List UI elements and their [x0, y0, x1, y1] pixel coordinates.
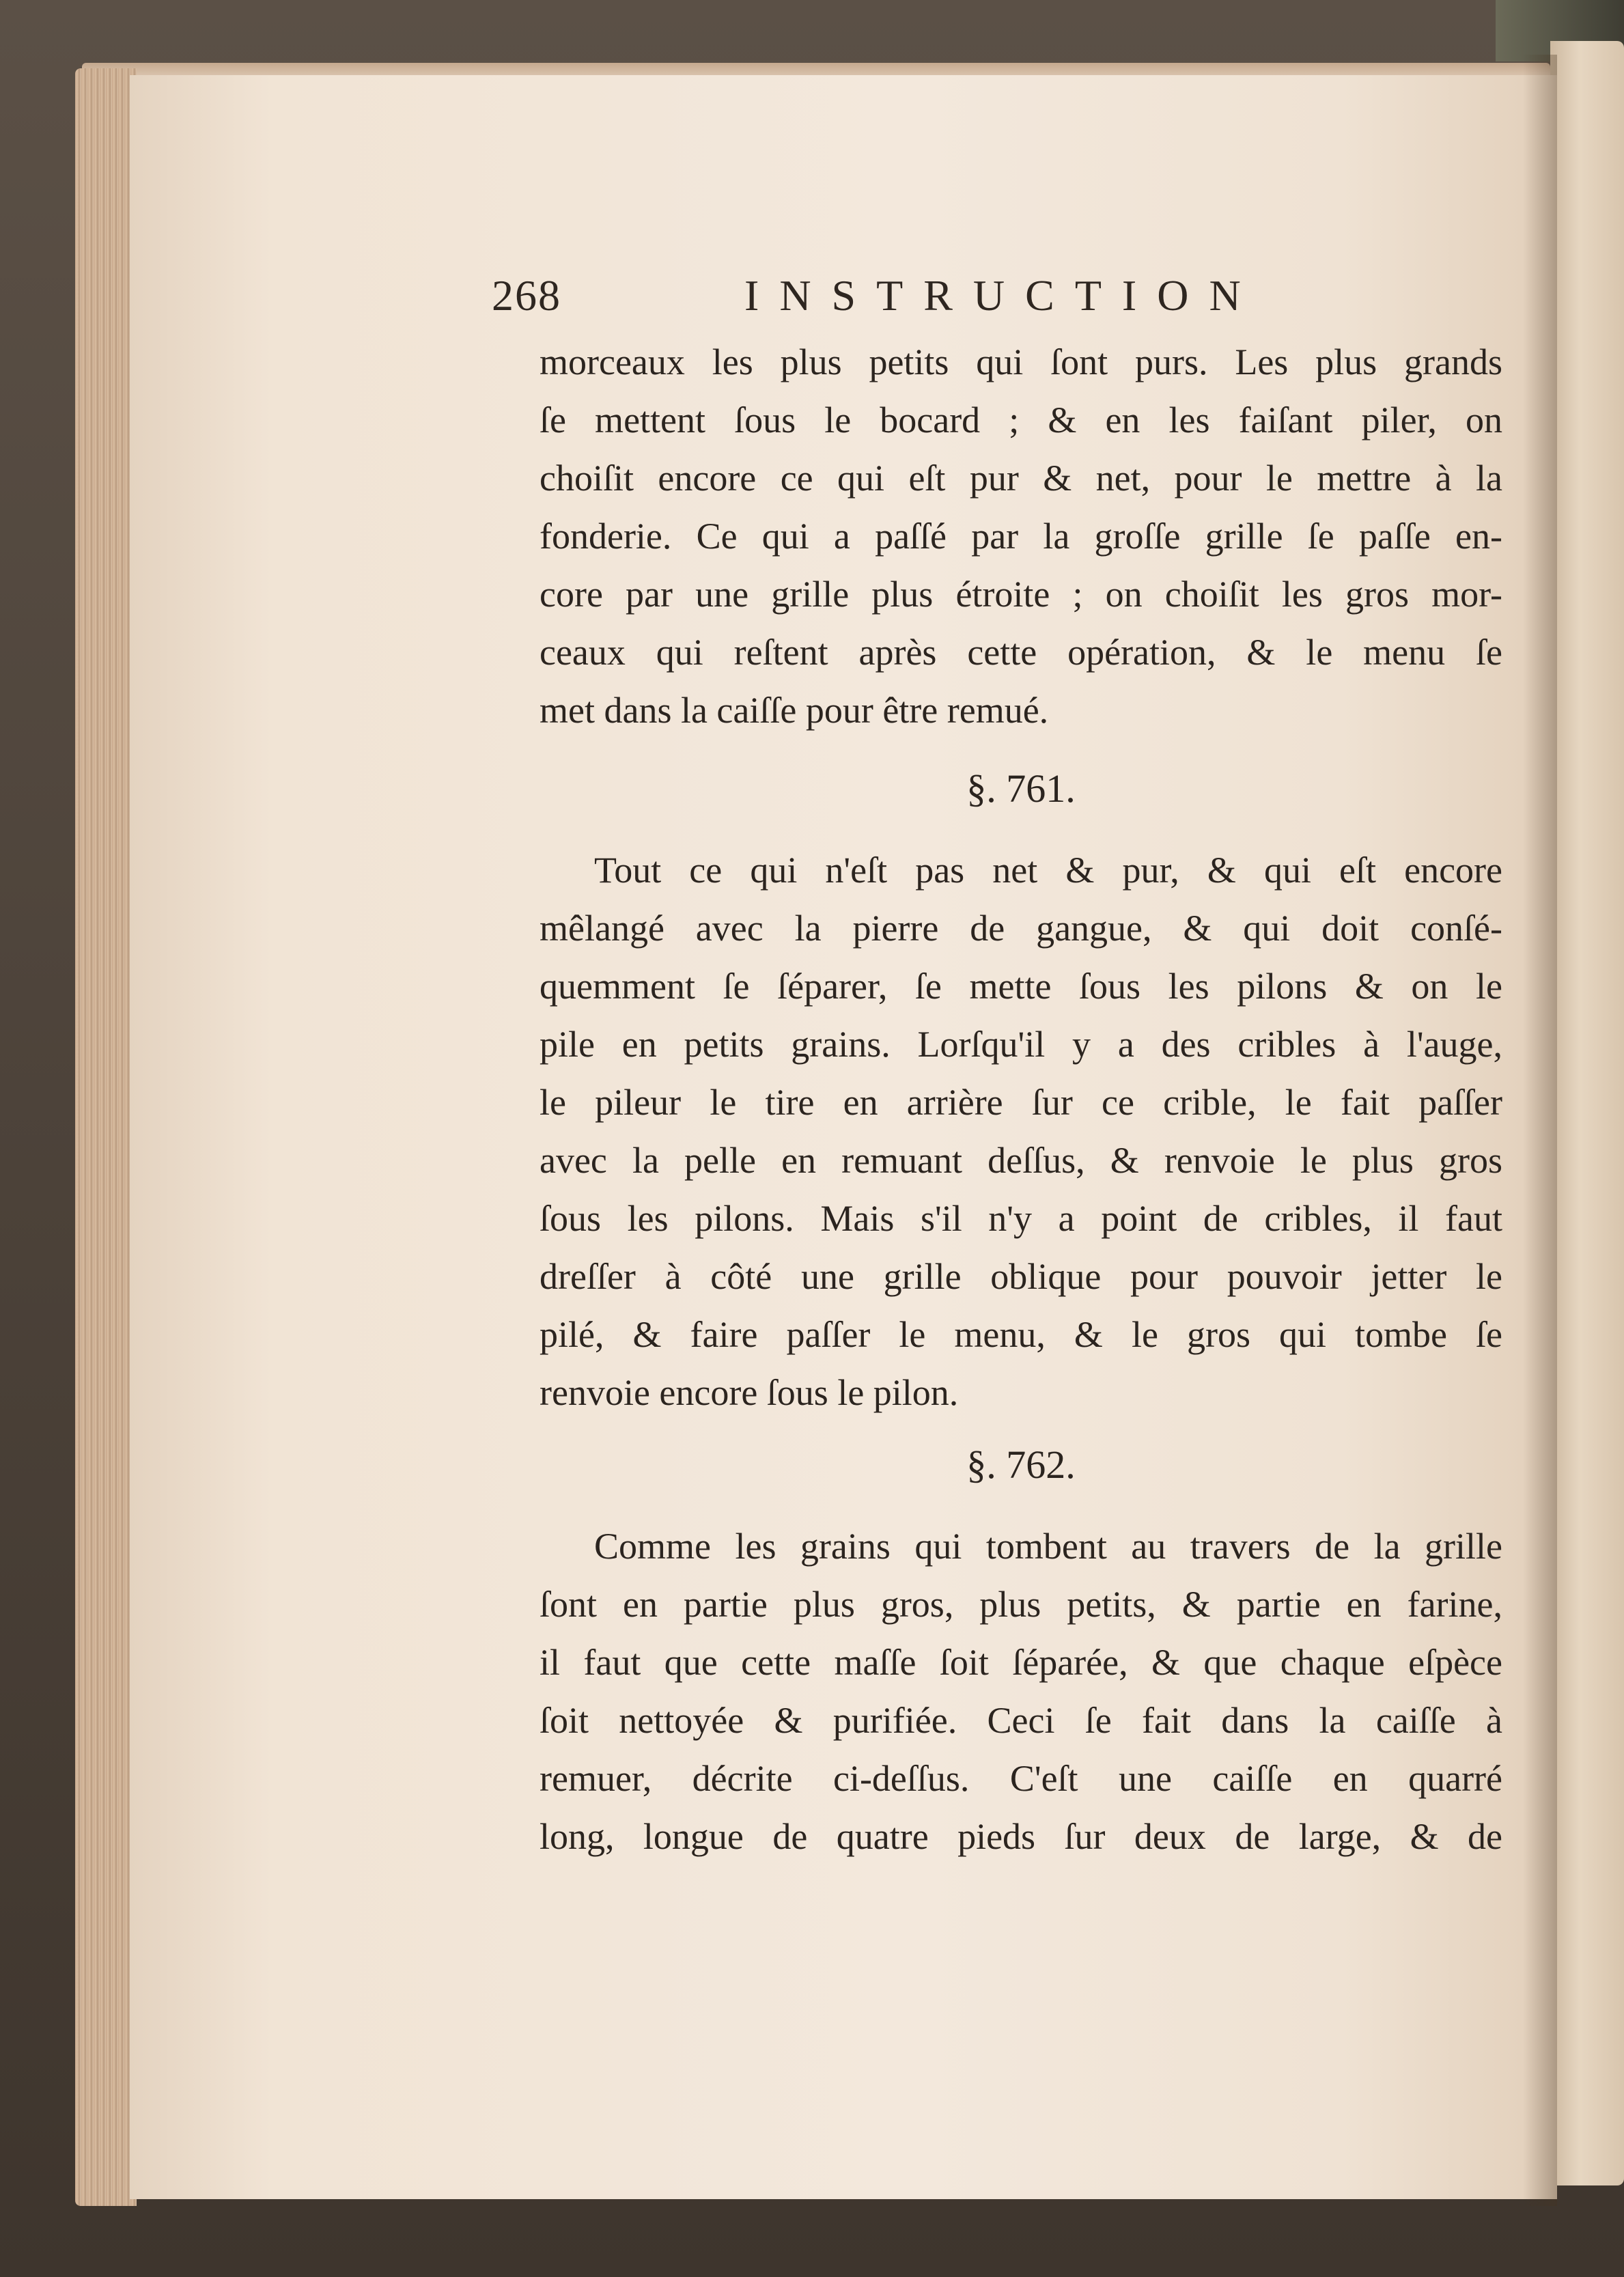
section-heading-762: §. 762. [966, 1442, 1076, 1487]
text-line: ſont en partie plus gros, plus petits, & partie en farine, [540, 1584, 1502, 1625]
text-line: ſe mettent ſous le bocard ; & en les faiſant piler, on [540, 400, 1502, 441]
text-line: dreſſer à côté une grille oblique pour pouvoir jetter le [540, 1256, 1502, 1297]
running-head: INSTRUCTION [744, 271, 1261, 320]
paragraph-1 [540, 333, 1502, 740]
text-line: renvoie encore ſous le pilon. [540, 1372, 959, 1413]
page-header [492, 270, 1380, 325]
text-line: fonderie. Ce qui a paſſé par la groſſe grille ſe paſſe en- [540, 516, 1502, 557]
paragraph-761 [540, 841, 1502, 1422]
text-line: il faut que cette maſſe ſoit ſéparée, & que chaque eſpèce [540, 1642, 1502, 1683]
paragraph-762 [540, 1518, 1502, 1866]
text-line: choiſit encore ce qui eſt pur & net, pour le mettre à la [540, 458, 1502, 499]
facing-page-edge [1550, 41, 1624, 2185]
text-line: met dans la caiſſe pour être remué. [540, 690, 1049, 731]
section-heading-761: §. 761. [966, 766, 1076, 811]
text-line: Comme les grains qui tombent au travers de la grille [594, 1526, 1502, 1567]
text-line: Tout ce qui n'eſt pas net & pur, & qui eſt encore [594, 850, 1502, 891]
page-stack-edges [75, 68, 137, 2206]
text-line: avec la pelle en remuant deſſus, & renvoie le plus gros [540, 1140, 1502, 1181]
text-line: quemment ſe ſéparer, ſe mette ſous les pilons & on le [540, 966, 1502, 1007]
text-line: ſoit nettoyée & purifiée. Ceci ſe fait dans la caiſſe à [540, 1700, 1502, 1741]
text-line: ceaux qui reſtent après cette opération, & le menu ſe [540, 632, 1502, 673]
page-number: 268 [492, 271, 561, 320]
text-line: pile en petits grains. Lorſqu'il y a des cribles à l'auge, [540, 1024, 1502, 1065]
page-gutter-shadow [1523, 55, 1557, 2206]
text-line: long, longue de quatre pieds ſur deux de large, & de [540, 1816, 1502, 1857]
text-line: mêlangé avec la pierre de gangue, & qui doit conſé- [540, 908, 1502, 949]
text-line: remuer, décrite ci-deſſus. C'eſt une caiſſe en quarré [540, 1758, 1502, 1799]
text-line: ſous les pilons. Mais s'il n'y a point de cribles, il faut [540, 1198, 1502, 1239]
text-line: le pileur le tire en arrière ſur ce crible, le fait paſſer [540, 1082, 1502, 1123]
text-line: morceaux les plus petits qui ſont purs. Les plus grands [540, 341, 1502, 382]
text-line: pilé, & faire paſſer le menu, & le gros qui tombe ſe [540, 1314, 1502, 1355]
text-line: core par une grille plus étroite ; on choiſit les gros mor- [540, 574, 1502, 615]
